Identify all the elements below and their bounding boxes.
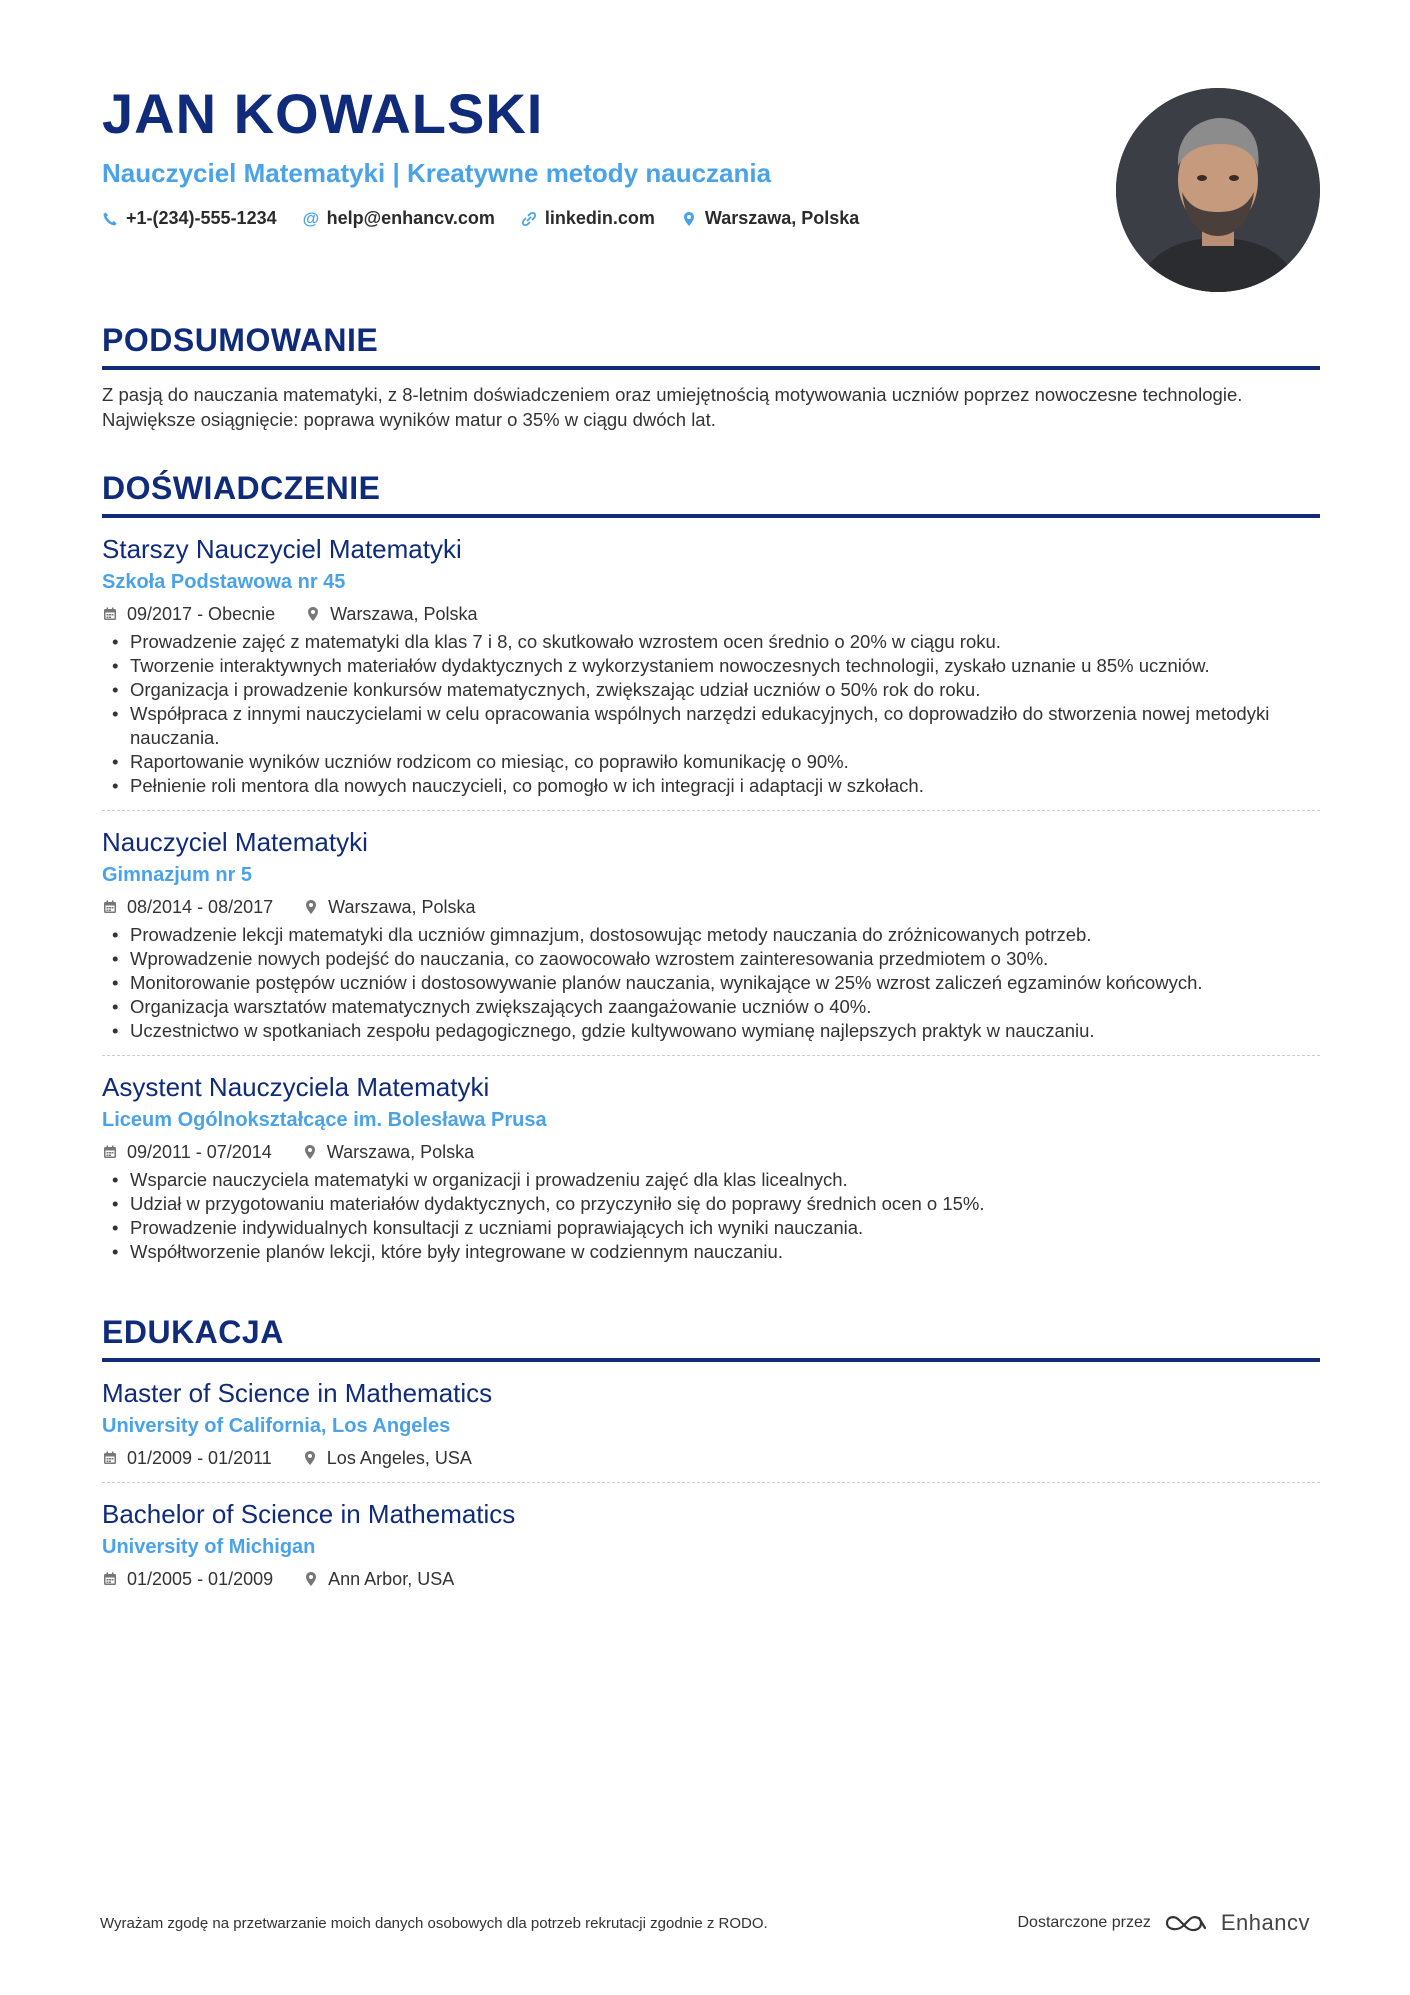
achievement-item: • Wsparcie nauczyciela matematyki w organizacji i prowadzeniu zajęć dla klas licealnych. xyxy=(102,1168,1320,1192)
dates-text: 01/2009 - 01/2011 xyxy=(127,1448,272,1468)
page-footer xyxy=(100,1910,1310,1936)
location-pin-icon xyxy=(681,211,697,227)
job-location xyxy=(302,1140,474,1164)
dates-text: 01/2005 - 01/2009 xyxy=(127,1569,274,1589)
location-text: Warszawa, Polska xyxy=(328,897,476,917)
achievement-item: • Udział w przygotowaniu materiałów dydaktycznych, co przyczyniło się do poprawy średnich ocen o 15%. xyxy=(102,1192,1320,1216)
job-location xyxy=(303,895,475,919)
gdpr-consent-note: Wyrażam zgodę na przetwarzanie moich danych osobowych dla potrzeb rekrutacji zgodnie z RODO. xyxy=(100,1914,768,1932)
location-pin-icon xyxy=(302,1144,318,1160)
brand-name: Enhancv xyxy=(1220,1910,1310,1935)
summary-text: Z pasją do nauczania matematyki, z 8-letnim doświadczeniem oraz umiejętnością motywowania uczniów poprzez nowoczesne technologie. Największe osiągnięcie: poprawa wyników matur o 35% w ciągu dwóch lat. xyxy=(102,384,1243,430)
job-meta xyxy=(102,895,1320,919)
achievement-item: • Pełnienie roli mentora dla nowych nauczycieli, co pomogło w ich integracji i adaptacji w szkołach. xyxy=(102,774,1320,798)
education-dates xyxy=(102,1567,273,1591)
location-pin-icon xyxy=(303,899,319,915)
achievement-item: • Wprowadzenie nowych podejść do nauczania, co zaowocowało wzrostem zainteresowania przedmiotem o 30%. xyxy=(102,947,1320,971)
location-pin-icon xyxy=(305,606,321,622)
education-location xyxy=(302,1446,472,1470)
achievement-item: • Współtworzenie planów lekcji, które były integrowane w codziennym nauczaniu. xyxy=(102,1240,1320,1264)
achievement-item: • Współpraca z innymi nauczycielami w celu opracowania wspólnych narzędzi edukacyjnych, co doprowadziło do stworzenia nowej metodyki nauczania. xyxy=(102,702,1320,750)
job-dates xyxy=(102,895,273,919)
employer-name: Liceum Ogólnokształcące im. Bolesława Prusa xyxy=(102,1109,547,1131)
location-text: Warszawa, Polska xyxy=(704,208,860,228)
calendar-icon xyxy=(102,1571,118,1587)
contact-email[interactable] xyxy=(303,208,495,229)
profile-photo xyxy=(1116,88,1320,292)
achievement-item: • Prowadzenie lekcji matematyki dla uczniów gimnazjum, dostosowując metody nauczania do zróżnicowanych potrzeb. xyxy=(102,923,1320,947)
contact-phone[interactable] xyxy=(102,208,277,229)
link-icon xyxy=(521,211,537,227)
contact-location xyxy=(681,208,859,229)
enhancv-logo-icon xyxy=(1163,1912,1209,1934)
job-dates xyxy=(102,1140,272,1164)
contact-linkedin[interactable] xyxy=(521,208,655,229)
achievement-list xyxy=(102,630,1320,798)
location-text: Warszawa, Polska xyxy=(330,604,478,624)
calendar-icon xyxy=(102,1144,118,1160)
candidate-headline: Nauczyciel Matematyki | Kreatywne metody nauczania xyxy=(102,158,772,188)
education-section xyxy=(102,1312,1320,1603)
portrait-image xyxy=(1116,88,1320,292)
employer-name: Szkoła Podstawowa nr 45 xyxy=(102,571,346,593)
education-entry xyxy=(102,1362,1320,1482)
education-location xyxy=(303,1567,454,1591)
experience-heading: DOŚWIADCZENIE xyxy=(102,468,1320,518)
candidate-name: JAN KOWALSKI xyxy=(102,82,544,145)
job-title: Asystent Nauczyciela Matematyki xyxy=(102,1072,490,1102)
degree-title: Bachelor of Science in Mathematics xyxy=(102,1499,516,1529)
achievement-item: • Monitorowanie postępów uczniów i dostosowywanie planów nauczania, wynikające w 25% wzrost zaliczeń egzaminów końcowych. xyxy=(102,971,1320,995)
achievement-item: • Organizacja i prowadzenie konkursów matematycznych, zwiększając udział uczniów o 50% rok do roku. xyxy=(102,678,1320,702)
resume-content xyxy=(102,80,1320,1603)
achievement-item: • Tworzenie interaktywnych materiałów dydaktycznych z wykorzystaniem nowoczesnych technologii, zyskało uznanie u 85% uczniów. xyxy=(102,654,1320,678)
experience-entry xyxy=(102,810,1320,1055)
experience-entry xyxy=(102,518,1320,810)
job-meta xyxy=(102,1140,1320,1164)
achievement-item: • Prowadzenie indywidualnych konsultacji z uczniami poprawiających ich wyniki nauczania. xyxy=(102,1216,1320,1240)
achievement-item: • Organizacja warsztatów matematycznych zwiększających zaangażowanie uczniów o 40%. xyxy=(102,995,1320,1019)
education-entry xyxy=(102,1482,1320,1603)
dates-text: 08/2014 - 08/2017 xyxy=(127,897,274,917)
dates-text: 09/2011 - 07/2014 xyxy=(127,1142,272,1162)
resume-header xyxy=(102,80,1320,310)
email-text: help@enhancv.com xyxy=(326,208,495,228)
achievement-item: • Raportowanie wyników uczniów rodzicom co miesiąc, co poprawiło komunikację o 90%. xyxy=(102,750,1320,774)
degree-title: Master of Science in Mathematics xyxy=(102,1378,493,1408)
education-dates xyxy=(102,1446,272,1470)
job-location xyxy=(305,602,477,626)
achievement-list xyxy=(102,923,1320,1043)
calendar-icon xyxy=(102,1450,118,1466)
job-dates xyxy=(102,602,275,626)
achievement-list xyxy=(102,1168,1320,1264)
at-icon: @ xyxy=(302,208,320,228)
achievement-item: • Prowadzenie zajęć z matematyki dla klas 7 i 8, co skutkowało wzrostem ocen średnio o 20% w ciągu roku. xyxy=(102,630,1320,654)
location-pin-icon xyxy=(302,1450,318,1466)
employer-name: Gimnazjum nr 5 xyxy=(102,864,253,886)
location-text: Warszawa, Polska xyxy=(326,1142,475,1162)
location-text: Ann Arbor, USA xyxy=(328,1569,455,1589)
education-meta xyxy=(102,1446,1320,1470)
job-meta xyxy=(102,602,1320,626)
linkedin-text: linkedin.com xyxy=(544,208,655,228)
summary-section xyxy=(102,320,1320,432)
experience-entry xyxy=(102,1055,1320,1276)
calendar-icon xyxy=(102,606,118,622)
education-heading: EDUKACJA xyxy=(102,1312,1320,1362)
achievement-item: • Uczestnictwo w spotkaniach zespołu pedagogicznego, gdzie kultywowano wymianę najlepszych praktyk w nauczaniu. xyxy=(102,1019,1320,1043)
phone-text: +1-(234)-555-1234 xyxy=(126,208,277,228)
calendar-icon xyxy=(102,899,118,915)
location-text: Los Angeles, USA xyxy=(326,1448,472,1468)
school-name: University of Michigan xyxy=(102,1536,316,1558)
education-meta xyxy=(102,1567,1320,1591)
powered-by-label: Dostarczone przez xyxy=(1017,1914,1151,1931)
dates-text: 09/2017 - Obecnie xyxy=(127,604,276,624)
location-pin-icon xyxy=(303,1571,319,1587)
job-title: Starszy Nauczyciel Matematyki xyxy=(102,534,462,564)
school-name: University of California, Los Angeles xyxy=(102,1415,451,1437)
experience-section xyxy=(102,468,1320,1276)
job-title: Nauczyciel Matematyki xyxy=(102,827,368,857)
phone-icon xyxy=(102,211,118,227)
brand-credit[interactable] xyxy=(1017,1910,1310,1936)
summary-heading: PODSUMOWANIE xyxy=(102,320,1320,370)
